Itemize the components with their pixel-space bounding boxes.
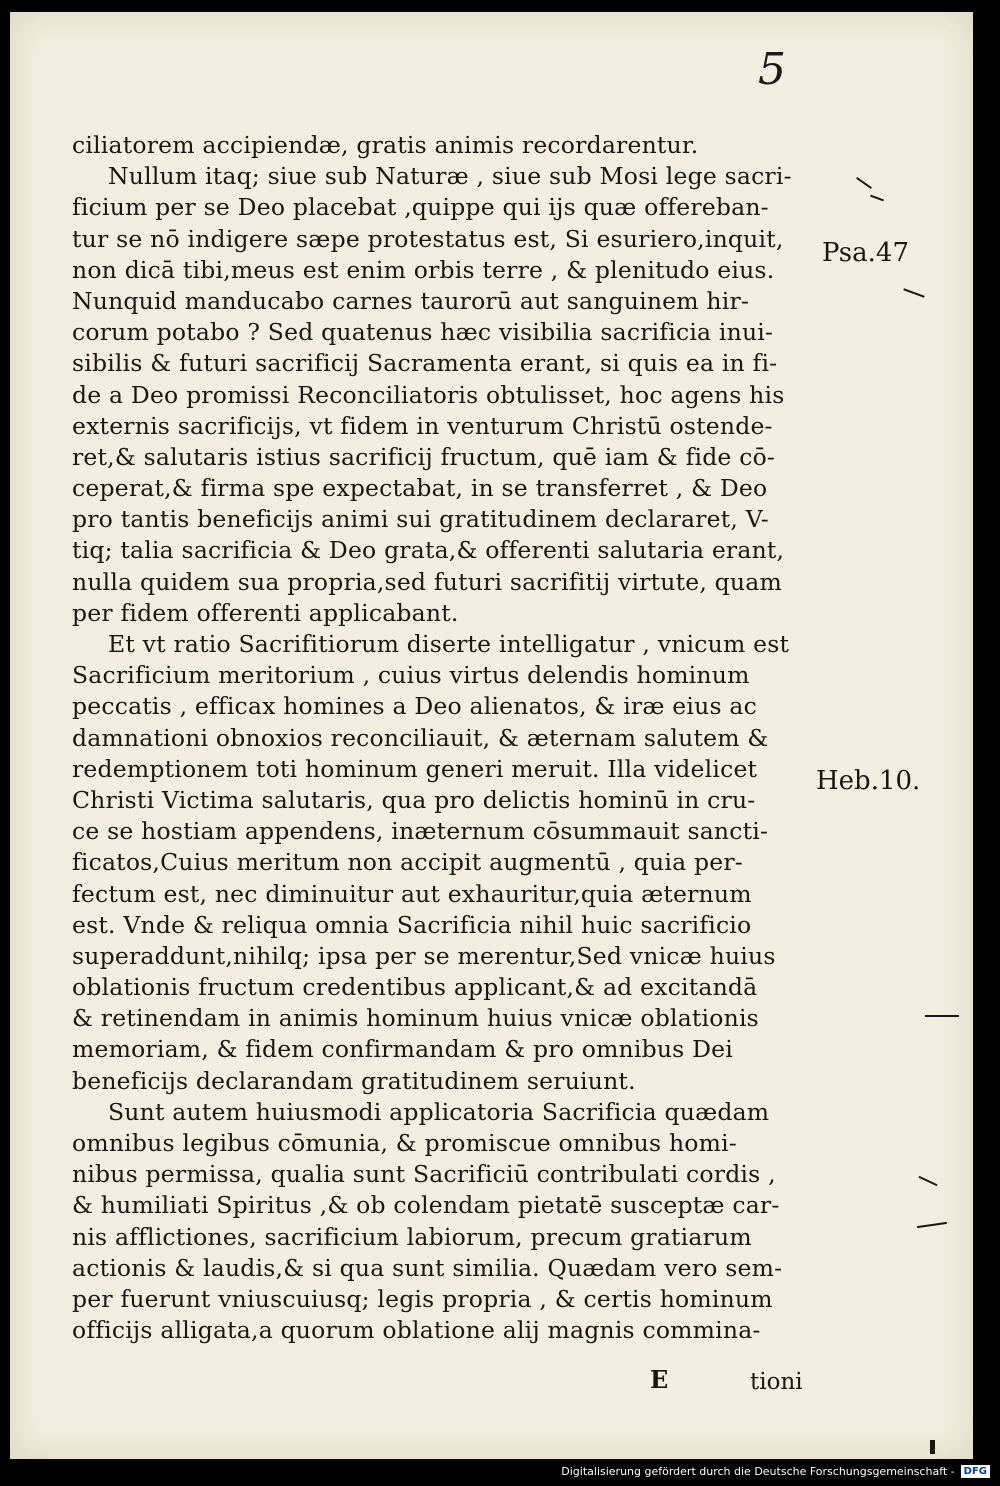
text-line: nulla quidem sua propria,sed futuri sacrifitij virtute, quam: [72, 567, 782, 596]
text-line: nibus permissa, qualia sunt Sacrificiū contribulati cordis ,: [72, 1160, 776, 1189]
ink-mark: [930, 1440, 935, 1454]
digitization-footer: [561, 1465, 990, 1478]
main-text: [72, 130, 820, 1346]
text-line: fectum est, nec diminuitur aut exhauritur,quia æternum: [72, 879, 752, 908]
text-line: ficium per se Deo placebat ,quippe qui ijs quæ offereban-: [72, 193, 769, 222]
text-line: ce se hostiam appendens, inæternum cōsummauit sancti-: [72, 817, 769, 846]
ink-mark: [925, 1015, 959, 1017]
text-line: Sacrificium meritorium , cuius virtus delendis hominum: [72, 661, 750, 690]
text-line: Nunquid manducabo carnes taurorū aut sanguinem hir-: [72, 286, 750, 315]
text-line: sibilis & futuri sacrificij Sacramenta erant, si quis ea in fi-: [72, 349, 778, 378]
text-line: per fuerunt vniuscuiusq; legis propria , & certis hominum: [72, 1284, 773, 1313]
text-line: actionis & laudis,& si qua sunt similia. Quædam vero sem-: [72, 1253, 783, 1282]
ink-mark: [870, 195, 884, 202]
footer-text: Digitalisierung gefördert durch die Deutsche Forschungsgemeinschaft -: [561, 1465, 955, 1478]
dfg-logo: DFG: [961, 1465, 990, 1478]
text-line: beneficijs declarandam gratitudinem seruiunt.: [72, 1066, 636, 1095]
text-line: est. Vnde & reliqua omnia Sacrificia nihil huic sacrificio: [72, 910, 752, 939]
text-line: de a Deo promissi Reconciliatoris obtulisset, hoc agens his: [72, 380, 785, 409]
text-line: & humiliati Spiritus ,& ob colendam pietatē susceptæ car-: [72, 1191, 780, 1220]
text-line: ceperat,& firma spe expectabat, in se transferret , & Deo: [72, 474, 768, 503]
text-line: non dicā tibi,meus est enim orbis terre , & plenitudo eius.: [72, 255, 775, 284]
text-line: per fidem offerenti applicabant.: [72, 598, 459, 627]
signature-mark: E: [650, 1365, 669, 1394]
margin-note-psalm: Psa.47: [822, 238, 909, 268]
text-line: redemptionem toti hominum generi meruit. Illa videlicet: [72, 754, 758, 783]
text-line: Et vt ratio Sacrifitiorum diserte intelligatur , vnicum est: [108, 630, 790, 658]
ink-mark: [919, 1176, 938, 1186]
text-line: ficatos,Cuius meritum non accipit augmentū , quia per-: [72, 848, 743, 877]
text-line: Sunt autem huiusmodi applicatoria Sacrificia quædam: [108, 1097, 770, 1126]
text-line: ciliatorem accipiendæ, gratis animis recordarentur.: [72, 131, 699, 159]
ink-mark: [856, 177, 872, 189]
ink-mark: [903, 288, 924, 297]
text-line: oblationis fructum credentibus applicant,& ad excitandā: [72, 973, 758, 1002]
ink-mark: [917, 1222, 947, 1228]
catchword: tioni: [750, 1369, 803, 1395]
page-number: 5: [758, 44, 786, 95]
text-line: ret,& salutaris istius sacrificij fructum, quē iam & fide cō-: [72, 442, 776, 471]
text-line: nis afflictiones, sacrificium labiorum, precum gratiarum: [72, 1222, 752, 1251]
text-line: pro tantis beneficijs animi sui gratitudinem declararet, V-: [72, 505, 769, 534]
text-line: tiq; talia sacrificia & Deo grata,& offerenti salutaria erant,: [72, 536, 785, 565]
text-line: officijs alligata,a quorum oblatione alij magnis commina-: [72, 1316, 761, 1345]
text-line: tur se nō indigere sæpe protestatus est, Si esuriero,inquit,: [72, 224, 784, 253]
margin-note-hebrews: Heb.10.: [816, 766, 921, 796]
text-line: Nullum itaq; siue sub Naturæ , siue sub Mosi lege sacri-: [108, 162, 792, 191]
text-line: superaddunt,nihilq; ipsa per se merentur,Sed vnicæ huius: [72, 941, 776, 970]
text-line: corum potabo ? Sed quatenus hæc visibilia sacrificia inui-: [72, 318, 774, 347]
book-page: [10, 12, 973, 1459]
text-line: omnibus legibus cōmunia, & promiscue omnibus homi-: [72, 1129, 737, 1157]
text-line: Christi Victima salutaris, qua pro delictis hominū in cru-: [72, 785, 756, 814]
text-line: memoriam, & fidem confirmandam & pro omnibus Dei: [72, 1035, 733, 1064]
text-line: & retinendam in animis hominum huius vnicæ oblationis: [72, 1004, 759, 1033]
text-line: externis sacrificijs, vt fidem in venturum Christū ostende-: [72, 411, 773, 440]
text-line: peccatis , efficax homines a Deo alienatos, & iræ eius ac: [72, 692, 757, 721]
text-line: damnationi obnoxios reconciliauit, & æternam salutem &: [72, 723, 769, 752]
